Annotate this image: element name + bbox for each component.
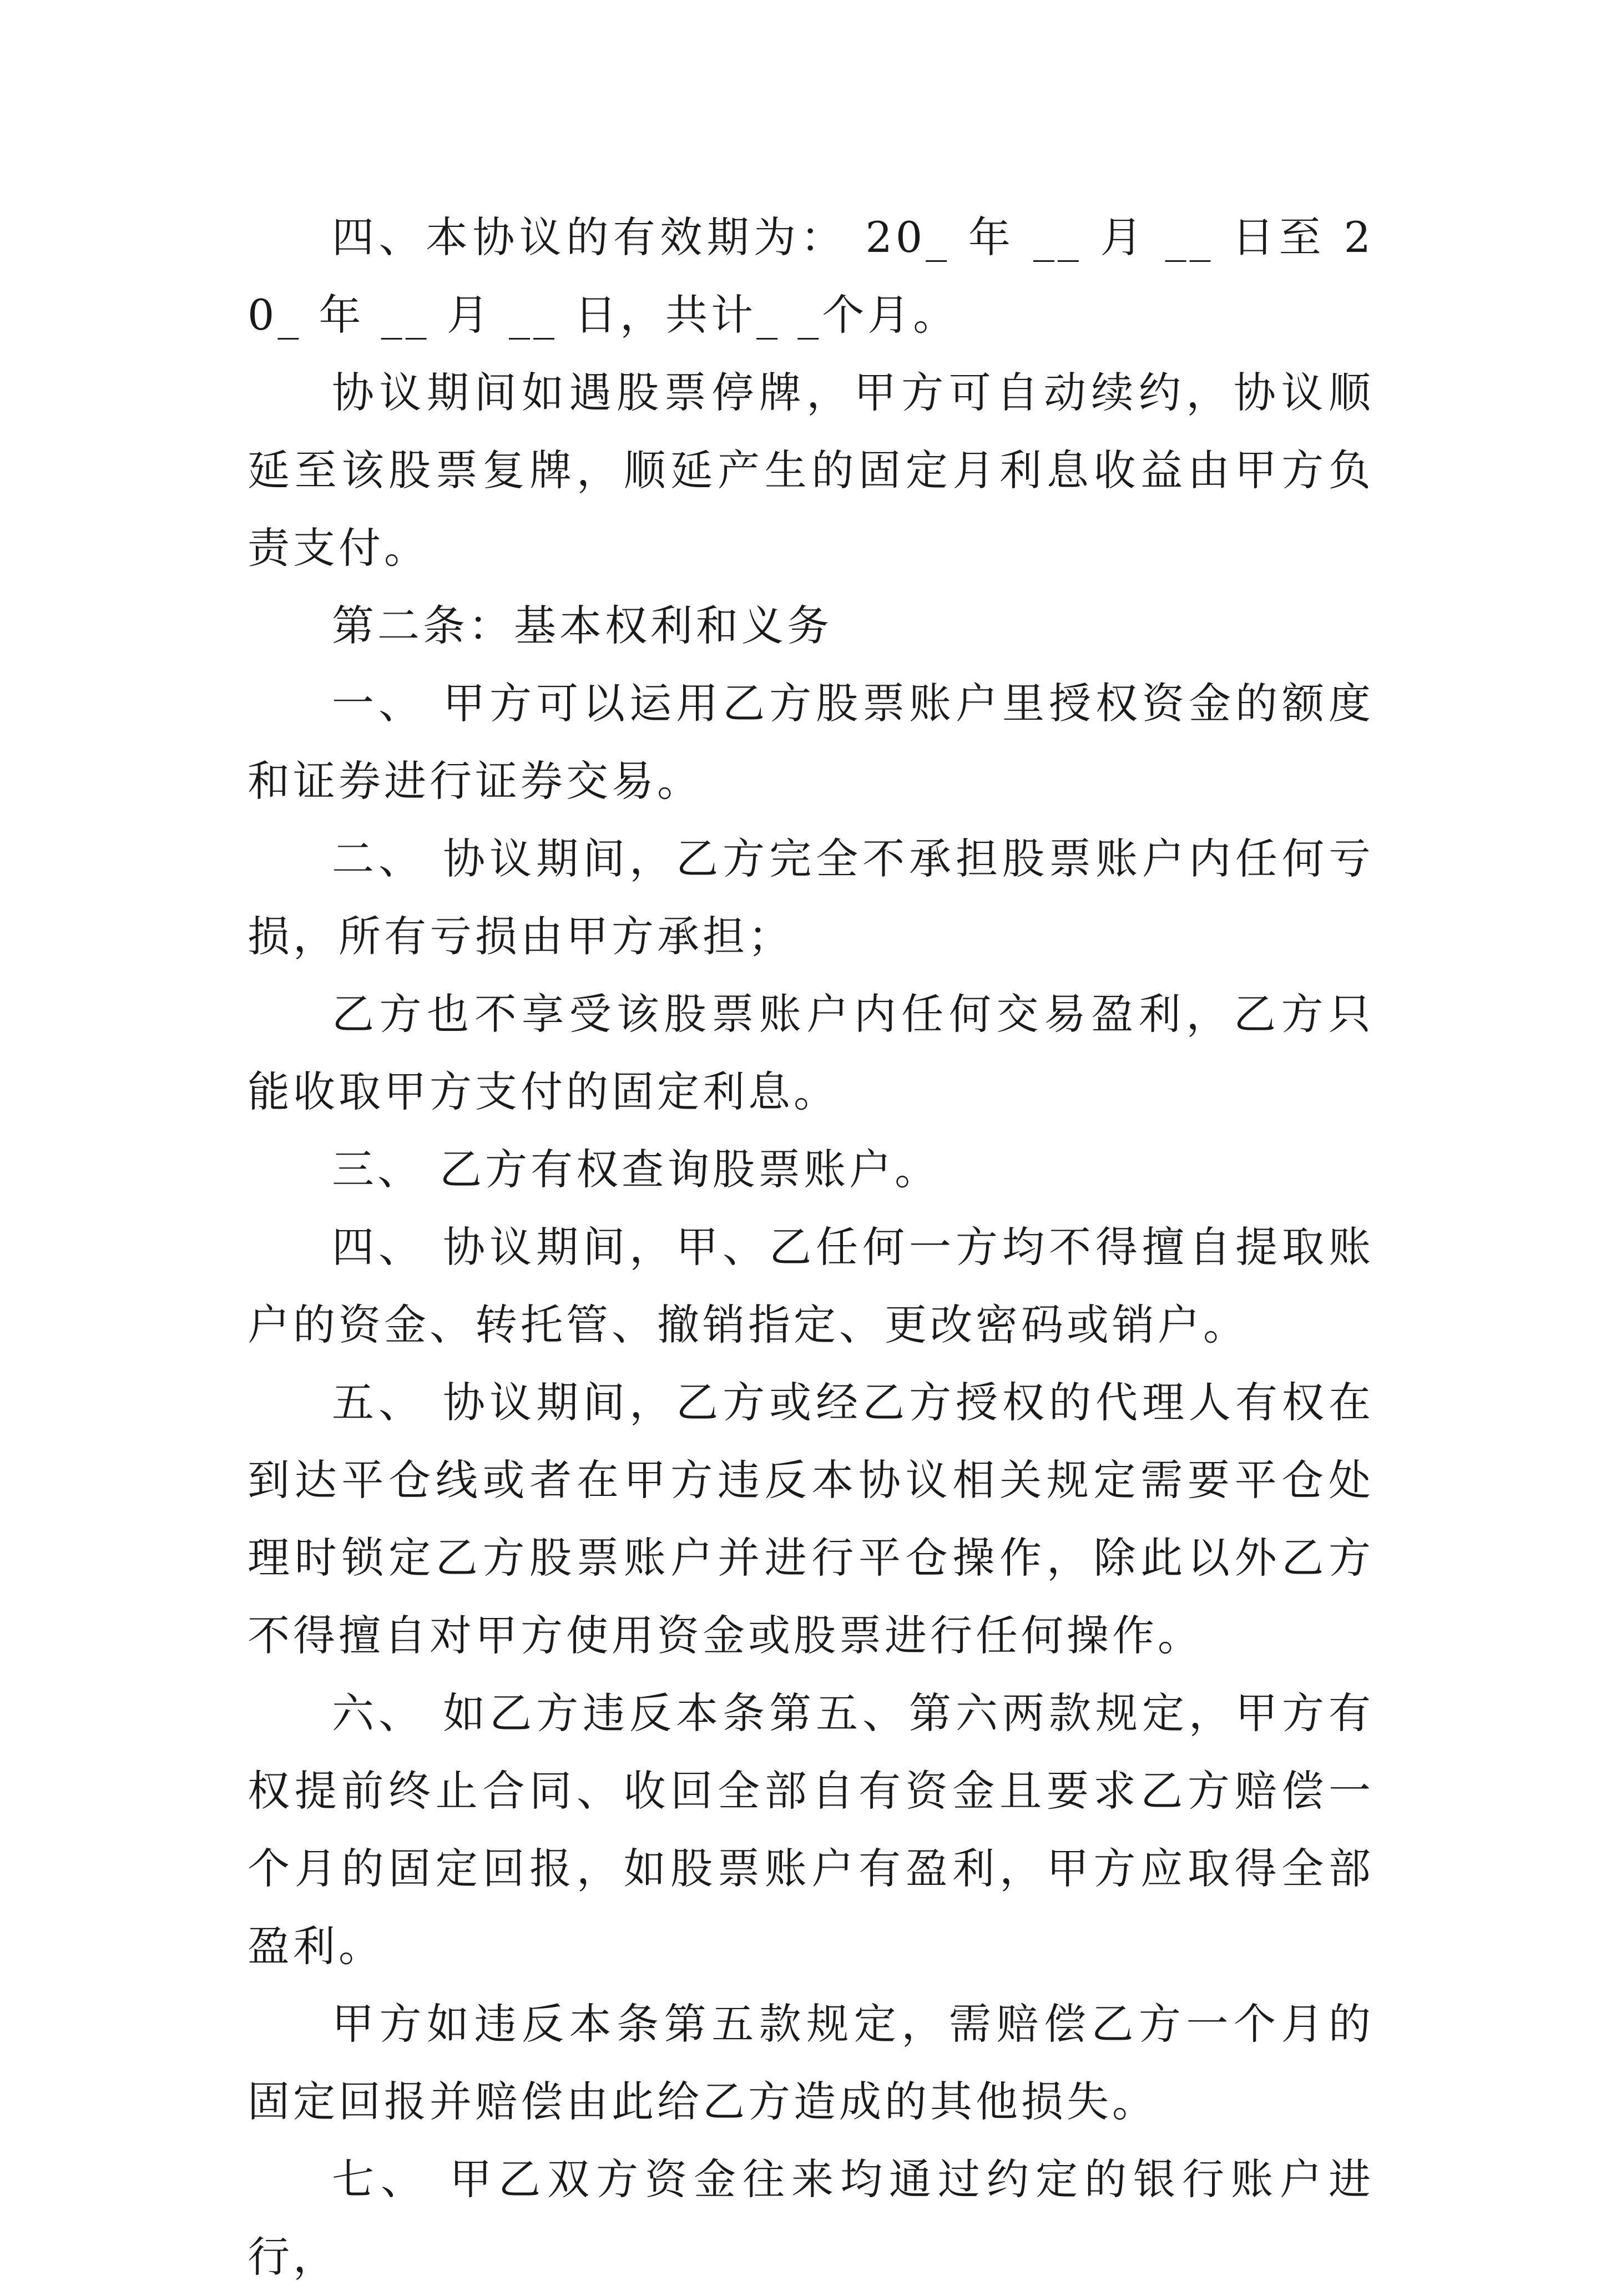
paragraph-validity-period: 四、本协议的有效期为： 20_ 年 __ 月 __ 日至 20_ 年 __ 月 __ 日，共计_ _个月。 [248,213,1374,340]
clause-4: 四、 协议期间，甲、乙任何一方均不得擅自提取账户的资金、转托管、撤销指定、更改密码或销户。 [248,1222,1374,1349]
paragraph-suspension-extension: 协议期间如遇股票停牌，甲方可自动续约，协议顺延至该股票复牌，顺延产生的固定月利息收益由甲方负责支付。 [248,368,1374,573]
clause-1: 一、 甲方可以运用乙方股票账户里授权资金的额度和证券进行证券交易。 [248,679,1374,806]
clause-6: 六、 如乙方违反本条第五、第六两款规定，甲方有权提前终止合同、收回全部自有资金且要求乙方赔偿一个月的固定回报，如股票账户有盈利，甲方应取得全部盈利。 [248,1688,1374,1971]
clause-3: 三、 乙方有权查询股票账户。 [332,1145,941,1194]
document-body [248,199,1374,2296]
clause-2: 二、 协议期间，乙方完全不承担股票账户内任何亏损，所有亏损由甲方承担； [248,834,1374,961]
clause-7: 七、 甲乙双方资金往来均通过约定的银行账户进行， [248,2155,1374,2282]
clause-6-continued: 甲方如违反本条第五款规定，需赔偿乙方一个月的固定回报并赔偿由此给乙方造成的其他损失。 [248,1999,1374,2126]
clause-2-continued: 乙方也不享受该股票账户内任何交易盈利，乙方只能收取甲方支付的固定利息。 [248,989,1374,1116]
clause-5: 五、 协议期间，乙方或经乙方授权的代理人有权在到达平仓线或者在甲方违反本协议相关规定需要平仓处理时锁定乙方股票账户并进行平仓操作，除此以外乙方不得擅自对甲方使用资金或股票进行任何操作。 [248,1378,1374,1660]
section-heading-article-2: 第二条：基本权利和义务 [332,601,832,650]
